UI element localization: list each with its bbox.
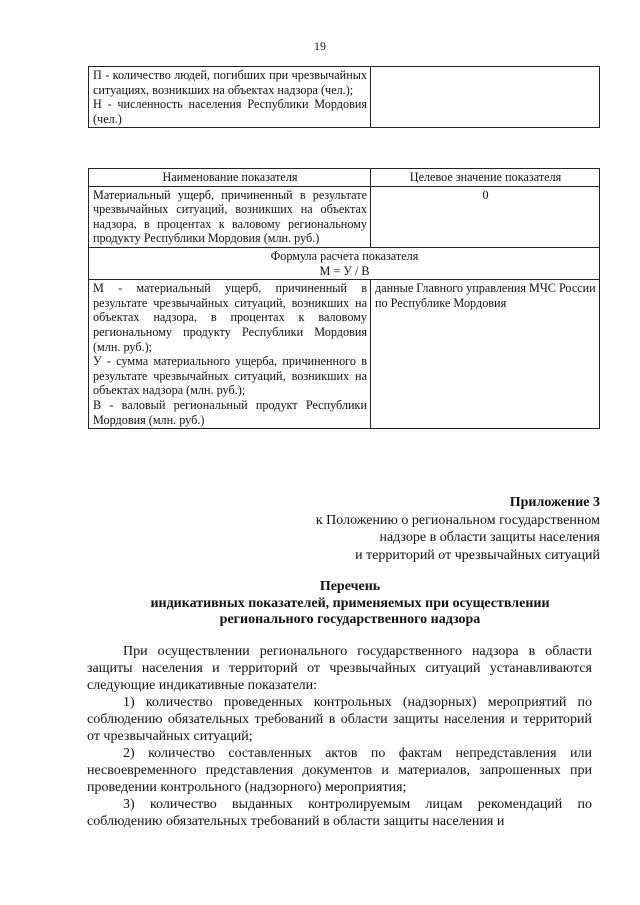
table-continuation: [88, 66, 600, 128]
definition-line: У - сумма материального ущерба, причиненного в результате чрезвычайных ситуаций, возникших на объектах надзора (млн. руб.);: [93, 354, 367, 398]
variables-cell: [89, 67, 371, 128]
paragraph: 1) количество проведенных контрольных (надзорных) мероприятий по соблюдению обязательных требований в области защиты населения и территорий от чрезвычайных ситуаций;: [87, 695, 592, 744]
title-line: Перечень: [319, 579, 381, 594]
title-line: регионального государственного надзора: [219, 612, 481, 627]
page-number: 19: [314, 39, 326, 53]
appendix-line: и территорий от чрезвычайных ситуаций: [355, 547, 600, 563]
definition-line: П - количество людей, погибших при чрезвычайных ситуациях, возникших на объектах надзора (чел.);: [93, 68, 367, 97]
document-title: [60, 579, 640, 629]
paragraph: При осуществлении регионального государственного надзора в области защиты населения и территорий от чрезвычайных ситуаций устанавливаются следующие индикативные показатели:: [87, 644, 592, 693]
title-line: индикативных показателей, применяемых при осуществлении: [150, 595, 550, 611]
definition-line: Н - численность населения Республики Мордовия (чел.): [93, 97, 367, 126]
header-target-cell: Целевое значение показателя: [371, 169, 600, 187]
appendix-heading: Приложение 3: [509, 495, 600, 510]
formula-cell: [89, 247, 600, 279]
appendix-block: [260, 494, 600, 564]
appendix-line: надзоре в области защиты населения: [379, 530, 600, 545]
indicator-name-cell: Материальный ущерб, причиненный в результате чрезвычайных ситуаций, возникших на объектах надзора, в процентах к валовому региональному продукту Республики Мордовия (млн. руб.): [89, 186, 371, 247]
formula: М = У / В: [319, 263, 370, 278]
header-name-cell: Наименование показателя: [89, 169, 371, 187]
definition-line: М - материальный ущерб, причиненный в результате чрезвычайных ситуаций, возникших на объектах надзора, в процентах к валовому региональному продукту Республики Мордовия (млн. руб.);: [93, 281, 367, 354]
target-value-cell: 0: [371, 186, 600, 247]
empty-cell: [371, 67, 600, 128]
definition-line: В - валовый региональный продукт Республики Мордовия (млн. руб.): [93, 397, 367, 427]
source-cell: данные Главного управления МЧС России по Республике Мордовия: [371, 280, 600, 429]
indicator-table: [88, 168, 600, 429]
formula-label: Формула расчета показателя: [270, 248, 419, 263]
paragraph: 2) количество составленных актов по фактам непредставления или несвоевременного представления документов и материалов, запрошенных при проведении контрольного (надзорного) мероприятия;: [87, 746, 592, 795]
definitions-cell: [89, 280, 371, 429]
document-body: [87, 643, 592, 830]
paragraph: 3) количество выданных контролируемым лицам рекомендаций по соблюдению обязательных требований в области защиты населения и: [87, 797, 592, 829]
appendix-line: к Положению о региональном государственном: [315, 512, 600, 528]
